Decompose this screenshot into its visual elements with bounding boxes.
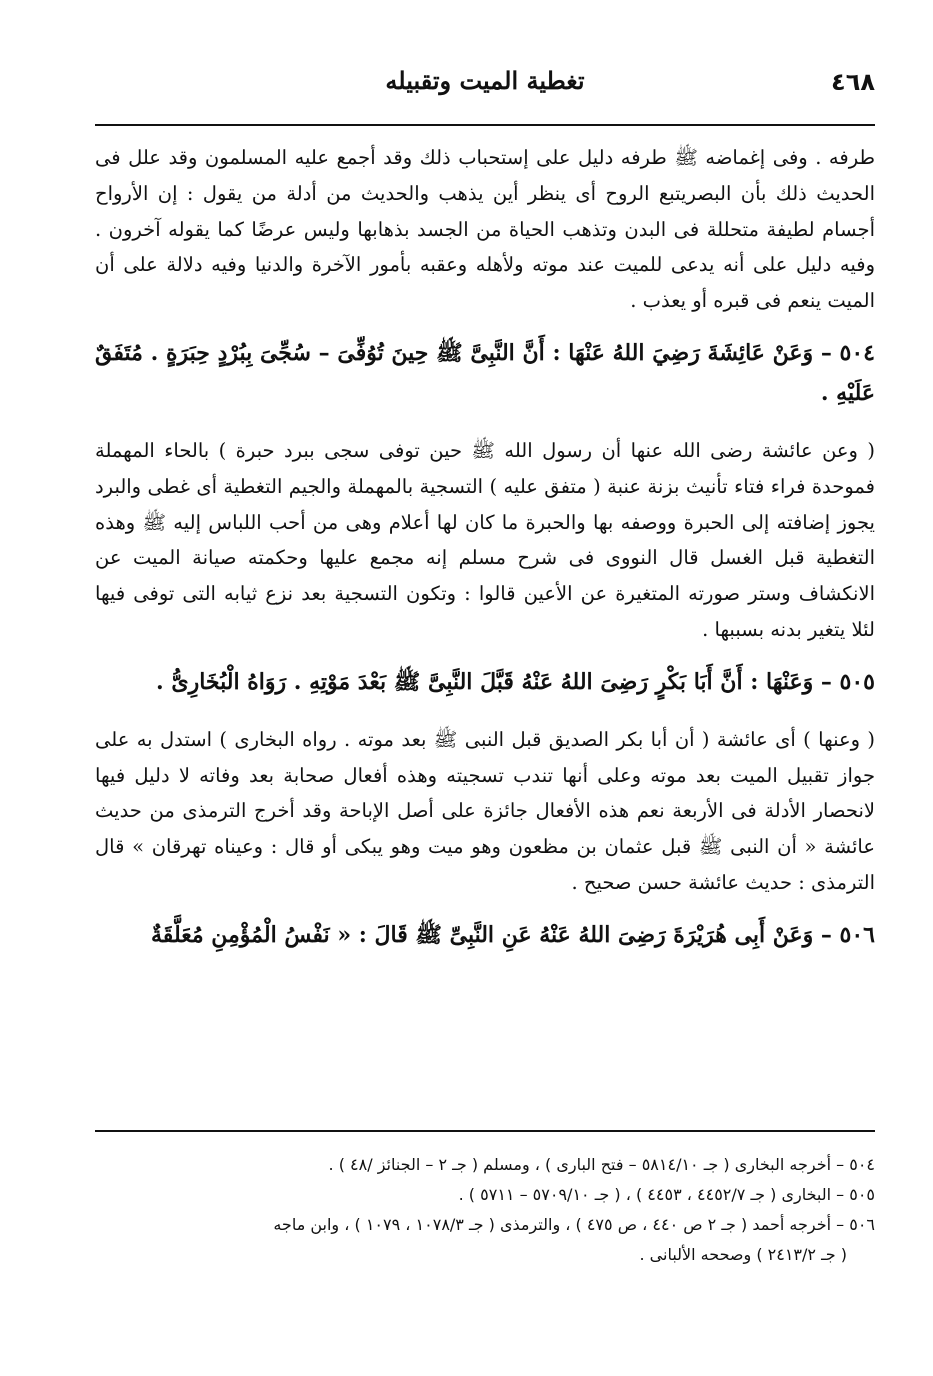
footnote-rule xyxy=(95,1130,875,1132)
header-rule xyxy=(95,124,875,126)
hadith-506: ٥٠٦ – وَعَنْ أَبِى هُرَيْرَةَ رَضِىَ اللهُ عَنْهُ عَنِ النَّبِىِّ ﷺ قَالَ : « نَفْسُ الْمُؤْمِنِ مُعَلَّقَةٌ xyxy=(151,921,875,948)
footnote-505: ٥٠٥ – البخارى ( جـ ٤٤٥٢/٧ ، ٤٤٥٣ ) ، ( جـ ٥٧٠٩/١٠ – ٥٧١١ ) . xyxy=(458,1185,875,1204)
hadith-505: ٥٠٥ – وَعَنْهَا : أَنَّ أَبَا بَكْرٍ رَضِىَ اللهُ عَنْهُ قَبَّلَ النَّبِىَّ ﷺ بَعْدَ مَوْتِهِ . رَوَاهُ الْبُخَارِىُّ . xyxy=(156,668,875,695)
commentary-paragraph: ( وعنها ) أى عائشة ( أن أبا بكر الصديق قبل النبى ﷺ بعد موته . رواه البخارى ) استدل به على جواز تقبيل الميت بعد موته وعلى أنها تندب تسجيته وهذه أفعال صحابة بعد وفاته لا دليل فيها لانحصار الأدلة فى الأربعة نعم هذه الأفعال جائزة على أصل الإباحة وقد أخرج الترمذى من حديث عائشة « أن النبى ﷺ قبل عثمان بن مظعون وهو ميت وهو يبكى أو قال : وعيناه تهرقان » قال الترمذى : حديث عائشة حسن صحيح . xyxy=(95,727,875,894)
footnote-506-continuation: ( جـ ٢٤١٣/٢ ) وصححه الألبانى . xyxy=(639,1245,847,1264)
page-number: ٤٦٨ xyxy=(831,68,875,96)
page-header xyxy=(95,62,875,106)
running-title: تغطية الميت وتقبيله xyxy=(385,66,585,95)
commentary-paragraph: طرفه . وفى إغماضه ﷺ طرفه دليل على إستحباب ذلك وقد أجمع عليه المسلمون وقد علل فى الحديث ذلك بأن البصريتبع الروح أى ينظر أين يذهب والحديث من أدلة من يقول : إن الأرواح أجسام لطيفة متحللة فى البدن وتذهب الحياة من الجسد بذهابها وليس عرضًا كما يقوله آخرون . وفيه دليل على أنه يدعى للميت عند موته ولأهله وعقبه بأمور الآخرة والدنيا وفيه دلالة على أن الميت ينعم فى قبره أو يعذب . xyxy=(95,146,875,313)
main-text xyxy=(95,140,875,955)
hadith-504: ٥٠٤ – وَعَنْ عَائِشَةَ رَضِيَ اللهُ عَنْهَا : أَنَّ النَّبِىَّ ﷺ حِينَ تُوُفِّىَ – سُجِّىَ بِبُرْدٍ حِبَرَةٍ . مُتَفَقٌ عَلَيْهِ . xyxy=(95,339,875,406)
footnotes xyxy=(95,1150,875,1270)
commentary-paragraph: ( وعن عائشة رضى الله عنها أن رسول الله ﷺ حين توفى سجى ببرد حبرة ) بالحاء المهملة فموحدة فراء فتاء تأنيث بزنة عنبة ( متفق عليه ) التسجية بالمهملة والجيم التغطية أى غطى والبرد يجوز إضافته إلى الحبرة ووصفه بها والحبرة ما كان لها أعلام وهى من أحب اللباس إليه ﷺ وهذه التغطية قبل الغسل قال النووى فى شرح مسلم إنه مجمع عليها وحكمته صيانة الميت عن الانكشاف وستر صورته المتغيرة عن الأعين قالوا : وتكون التسجية بعد نزع ثيابه التى توفى فيها لئلا يتغير بدنه بسببها . xyxy=(95,438,875,641)
footnote-504: ٥٠٤ – أخرجه البخارى ( جـ ٥٨١٤/١٠ – فتح البارى ) ، ومسلم ( جـ ٢ – الجنائز /٤٨ ) . xyxy=(328,1155,875,1174)
footnote-506: ٥٠٦ – أخرجه أحمد ( جـ ٢ ص ٤٤٠ ، ص ٤٧٥ ) ، والترمذى ( جـ ١٠٧٨/٣ ، ١٠٧٩ ) ، وابن ماجه xyxy=(273,1215,875,1234)
